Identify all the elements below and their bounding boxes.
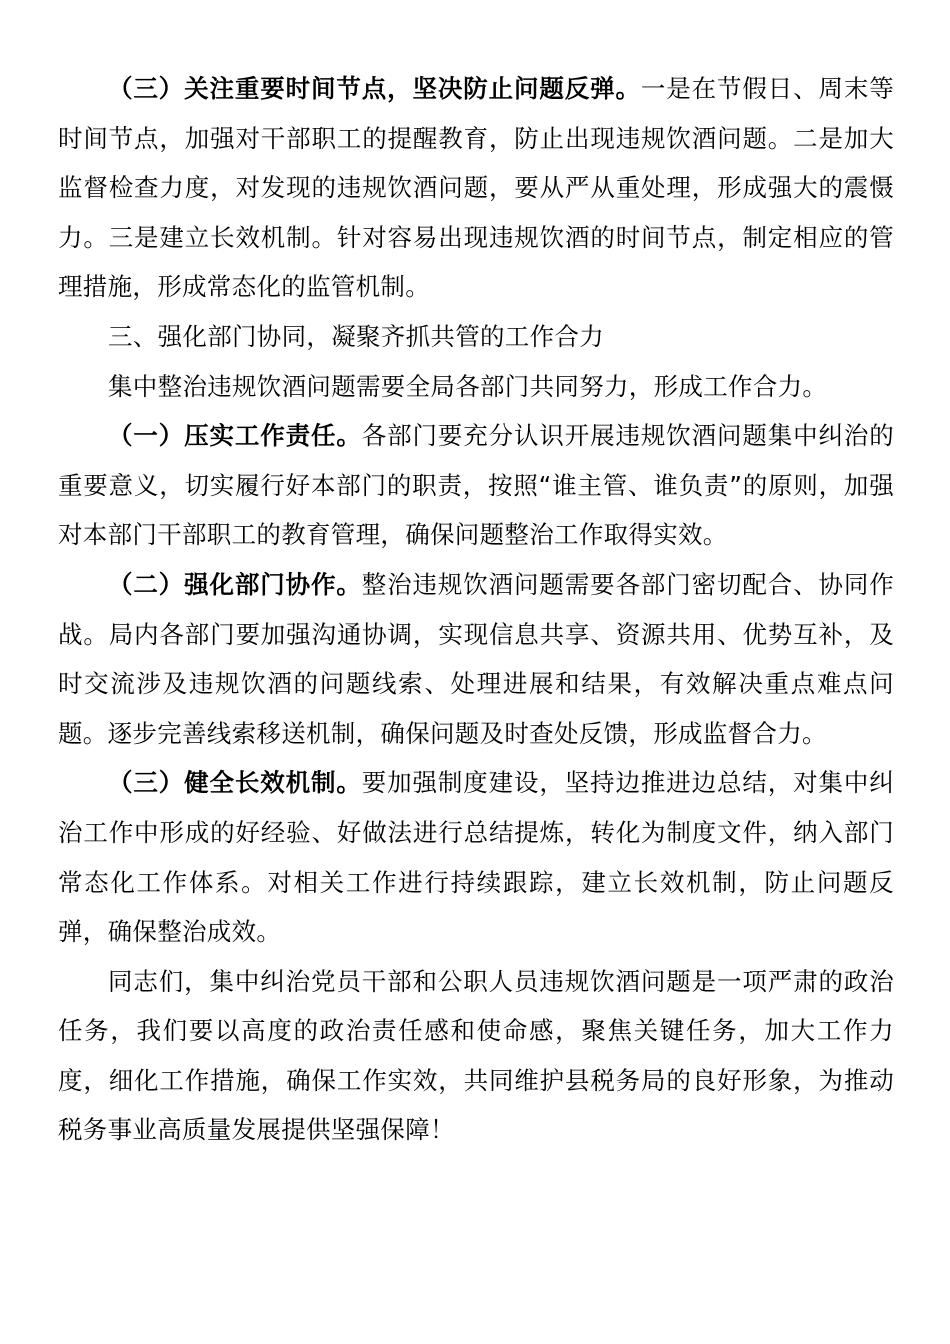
heading-timepoints: （三）关注重要时间节点，坚决防止问题反弹。: [108, 74, 641, 103]
paragraph-text: 同志们，集中纠治党员干部和公职人员违规饮酒问题是一项严肃的政治任务，我们要以高度的政治责任感和使命感，聚焦关键任务，加大工作力度，细化工作措施，确保工作实效，共同维护县税务局的良好形象，为推动税务事业高质量发展提供坚强保障！: [58, 966, 894, 1145]
document-body: [58, 64, 894, 1155]
heading-mechanism: （三）健全长效机制。: [108, 768, 362, 798]
paragraph-text: 集中整治违规饮酒问题需要全局各部门共同努力，形成工作合力。: [108, 371, 828, 401]
paragraph-cooperation: [58, 560, 894, 758]
heading-cooperation: （二）强化部门协作。: [108, 569, 362, 599]
paragraph-closing: [58, 957, 894, 1155]
heading-responsibility: （一）压实工作责任。: [108, 421, 362, 451]
section-heading-text: 三、强化部门协同，凝聚齐抓共管的工作合力: [108, 321, 604, 351]
paragraph-text: 各部门要充分认识开展违规饮酒问题集中纠治的重要意义，切实履行好本部门的职责，按照“谁主管、谁负责”的原则，加强对本部门干部职工的教育管理，确保问题整治工作取得实效。: [58, 421, 894, 550]
paragraph-timepoints: [58, 64, 894, 312]
paragraph-intro: [58, 362, 894, 412]
section-heading-coordination: [58, 312, 894, 362]
paragraph-responsibility: [58, 411, 894, 560]
paragraph-mechanism: [58, 758, 894, 956]
paragraph-text: 整治违规饮酒问题需要各部门密切配合、协同作战。局内各部门要加强沟通协调，实现信息共享、资源共用、优势互补，及时交流涉及违规饮酒的问题线索、处理进展和结果，有效解决重点难点问题。逐步完善线索移送机制，确保问题及时查处反馈，形成监督合力。: [58, 569, 894, 748]
paragraph-text: 要加强制度建设，坚持边推进边总结，对集中纠治工作中形成的好经验、好做法进行总结提炼，转化为制度文件，纳入部门常态化工作体系。对相关工作进行持续跟踪，建立长效机制，防止问题反弹，确保整治成效。: [58, 768, 894, 947]
paragraph-text: 一是在节假日、周末等时间节点，加强对干部职工的提醒教育，防止出现违规饮酒问题。二是加大监督检查力度，对发现的违规饮酒问题，要从严从重处理，形成强大的震慑力。三是建立长效机制。针对容易出现违规饮酒的时间节点，制定相应的管理措施，形成常态化的监管机制。: [58, 74, 894, 302]
